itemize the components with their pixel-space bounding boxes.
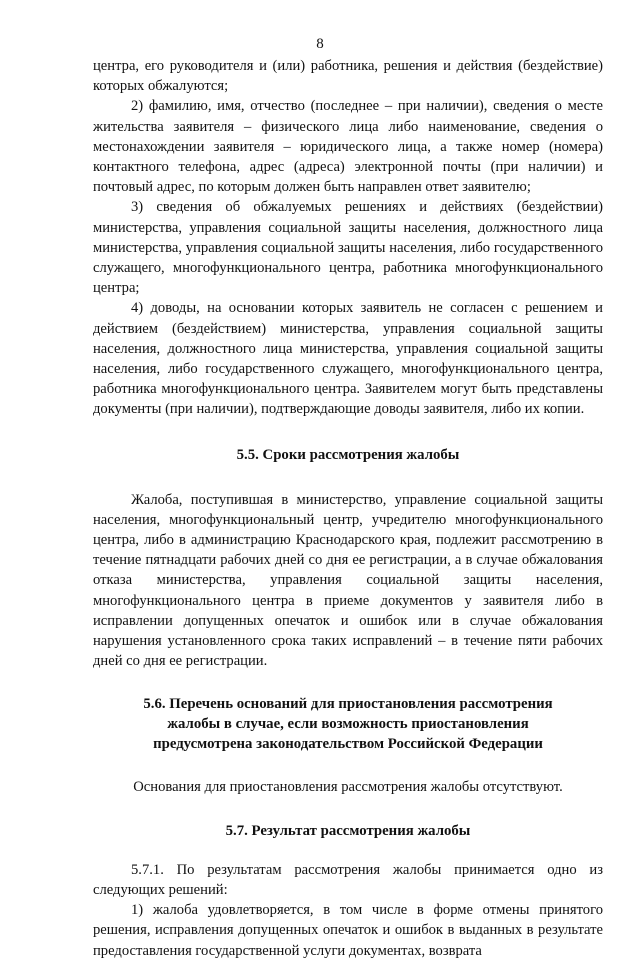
paragraph-item-2: 2) фамилию, имя, отчество (последнее – при наличии), сведения о месте жительства заявителя – физического лица либо наименование, сведения о местонахождении заявителя – юридического лица, а также номер (номера) контактного телефона, адрес (адреса) электронной почты (при наличии) и почтовый адрес, по которым должен быть направлен ответ заявителю; [93,98,603,196]
document-body [93,56,603,961]
paragraph-item-3: 3) сведения об обжалуемых решениях и действиях (бездействии) министерства, управления социальной защиты населения, должностного лица министерства, управления социальной защиты населения, либо государственного служащего, многофункционального центра, работника многофункционального центра; [93,199,603,297]
paragraph-continuation: центра, его руководителя и (или) работника, решения и действия (бездействие) которых обжалуются; [93,58,603,95]
section-heading-5-6-line-2: жалобы в случае, если возможность приостановления [167,716,529,733]
paragraph-item-4: 4) доводы, на основании которых заявитель не согласен с решением и действием (бездействием) министерства, управления социальной защиты населения, должностного лица министерства, управления социальной защиты населения, либо государственного служащего, многофункционального центра, работника многофункционального центра. Заявителем могут быть представлены документы (при наличии), подтверждающие доводы заявителя, либо их копии. [93,300,603,418]
paragraph-5-5: Жалоба, поступившая в министерство, управление социальной защиты населения, многофункциональный центр, учредителю многофункционального центра, либо в администрацию Краснодарского края, подлежит рассмотрению в течение пятнадцати рабочих дней со дня ее регистрации, а в случае обжалования отказа министерства, управления социальной защиты населения, многофункционального центра в приеме документов у заявителя либо в исправлении допущенных опечаток и ошибок или в случае обжалования нарушения установленного срока таких исправлений – в течение пяти рабочих дней со дня ее регистрации. [93,491,603,670]
page-number: 8 [316,36,324,52]
section-heading-5-6-line-3: предусмотрена законодательством Российской Федерации [153,736,543,753]
paragraph-5-6: Основания для приостановления рассмотрения жалобы отсутствуют. [133,779,563,796]
paragraph-5-7-1: 5.7.1. По результатам рассмотрения жалобы принимается одно из следующих решений: [93,861,603,898]
section-heading-5-6-line-1: 5.6. Перечень оснований для приостановления рассмотрения [143,696,553,713]
section-heading-5-7: 5.7. Результат рассмотрения жалобы [225,822,471,839]
paragraph-5-7-1-item-1: 1) жалоба удовлетворяется, в том числе в форме отмены принятого решения, исправления допущенных опечаток и ошибок в выданных в результате предоставления государственной услуги документах, возврата [93,902,603,959]
section-heading-5-5: 5.5. Сроки рассмотрения жалобы [236,446,460,463]
section-heading-5-6 [93,694,603,754]
